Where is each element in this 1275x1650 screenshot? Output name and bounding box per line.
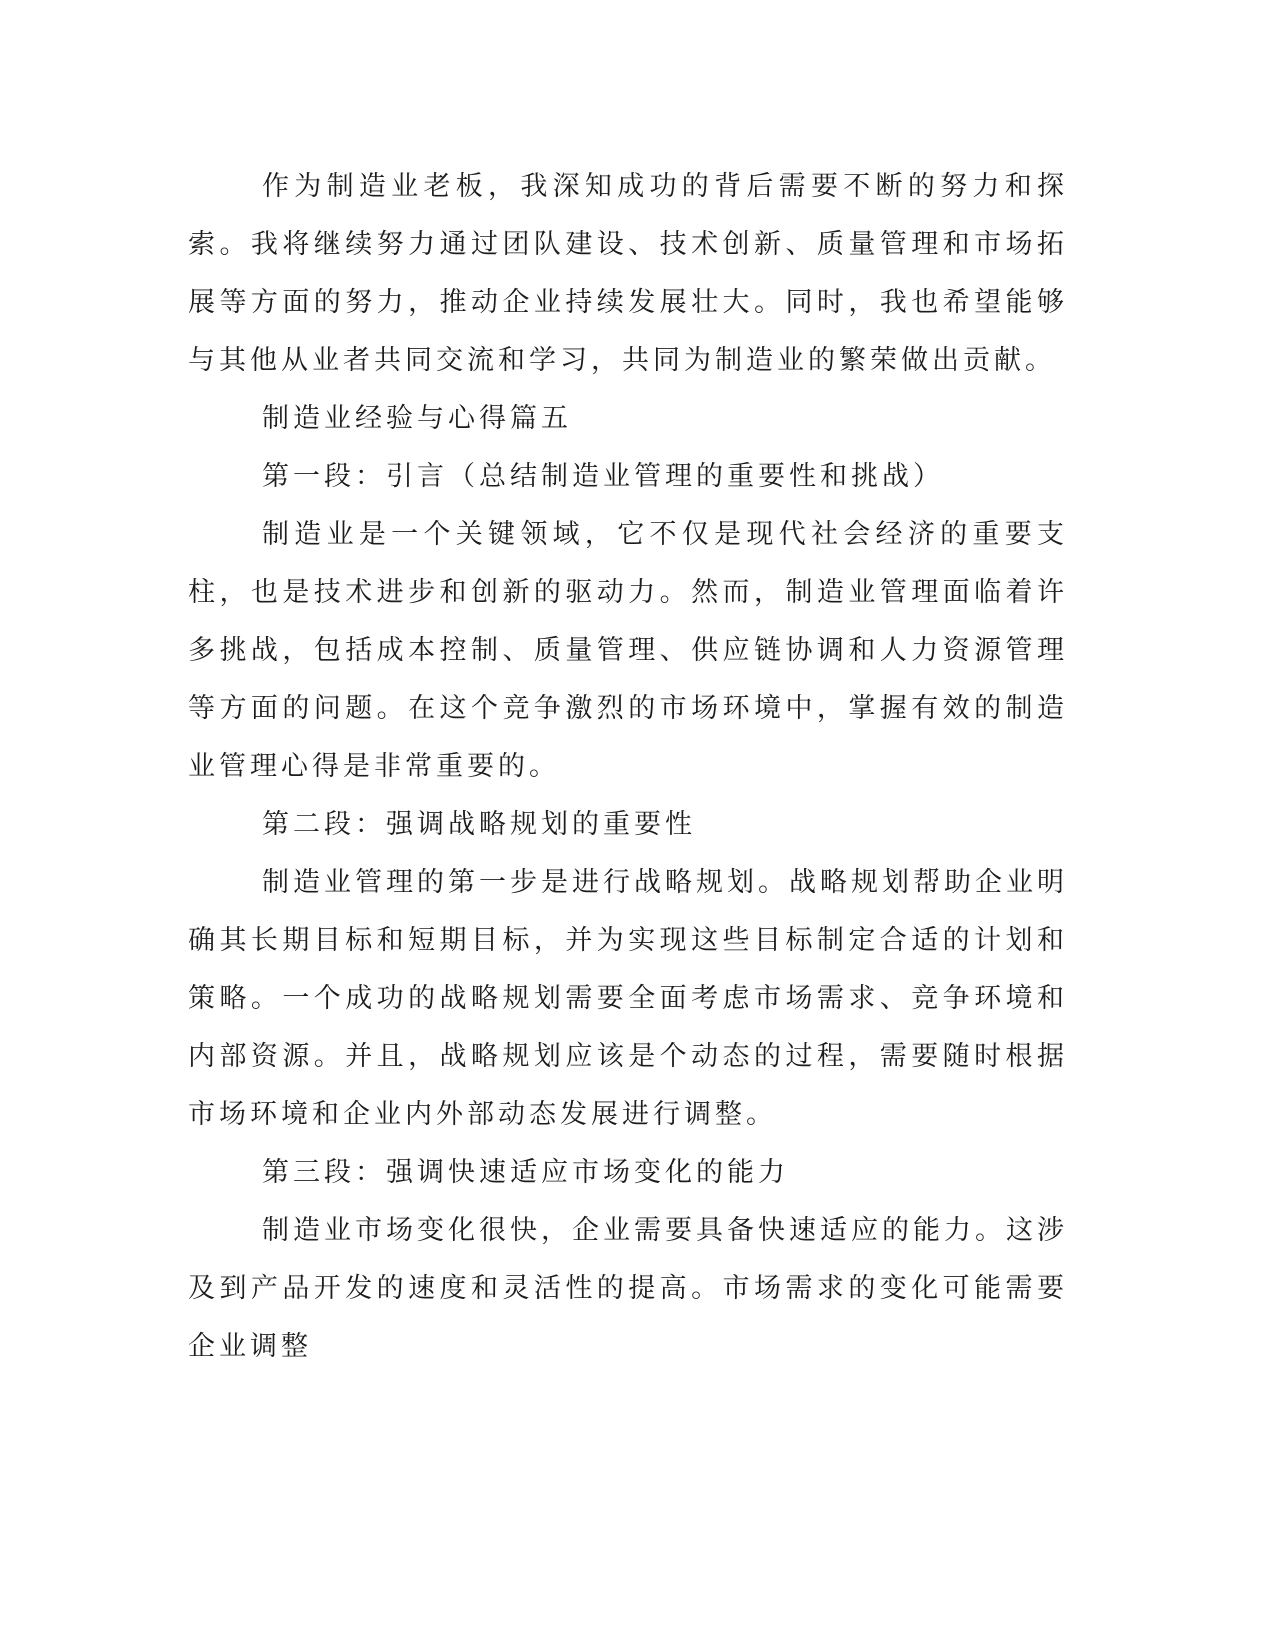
section-title: 制造业经验与心得篇五 [262,403,572,434]
paragraph-market-adaptation: 制造业市场变化很快，企业需要具备快速适应的能力。这涉及到产品开发的速度和灵活性的提高。市场需求的变化可能需要企业调整 [188,1215,1068,1362]
section-heading-2: 第二段：强调战略规划的重要性 [262,809,696,840]
section-heading-1: 第一段：引言（总结制造业管理的重要性和挑战） [262,461,944,492]
document-body [188,158,1068,1376]
paragraph-strategic-planning: 制造业管理的第一步是进行战略规划。战略规划帮助企业明确其长期目标和短期目标，并为实现这些目标制定合适的计划和策略。一个成功的战略规划需要全面考虑市场需求、竞争环境和内部资源。并且，战略规划应该是个动态的过程，需要随时根据市场环境和企业内外部动态发展进行调整。 [188,867,1068,1130]
paragraph-closing-remarks: 作为制造业老板，我深知成功的背后需要不断的努力和探索。我将继续努力通过团队建设、技术创新、质量管理和市场拓展等方面的努力，推动企业持续发展壮大。同时，我也希望能够与其他从业者共同交流和学习，共同为制造业的繁荣做出贡献。 [188,171,1068,376]
paragraph-introduction: 制造业是一个关键领域，它不仅是现代社会经济的重要支柱，也是技术进步和创新的驱动力。然而，制造业管理面临着许多挑战，包括成本控制、质量管理、供应链协调和人力资源管理等方面的问题。在这个竞争激烈的市场环境中，掌握有效的制造业管理心得是非常重要的。 [188,519,1068,782]
section-heading-3: 第三段：强调快速适应市场变化的能力 [262,1157,789,1188]
